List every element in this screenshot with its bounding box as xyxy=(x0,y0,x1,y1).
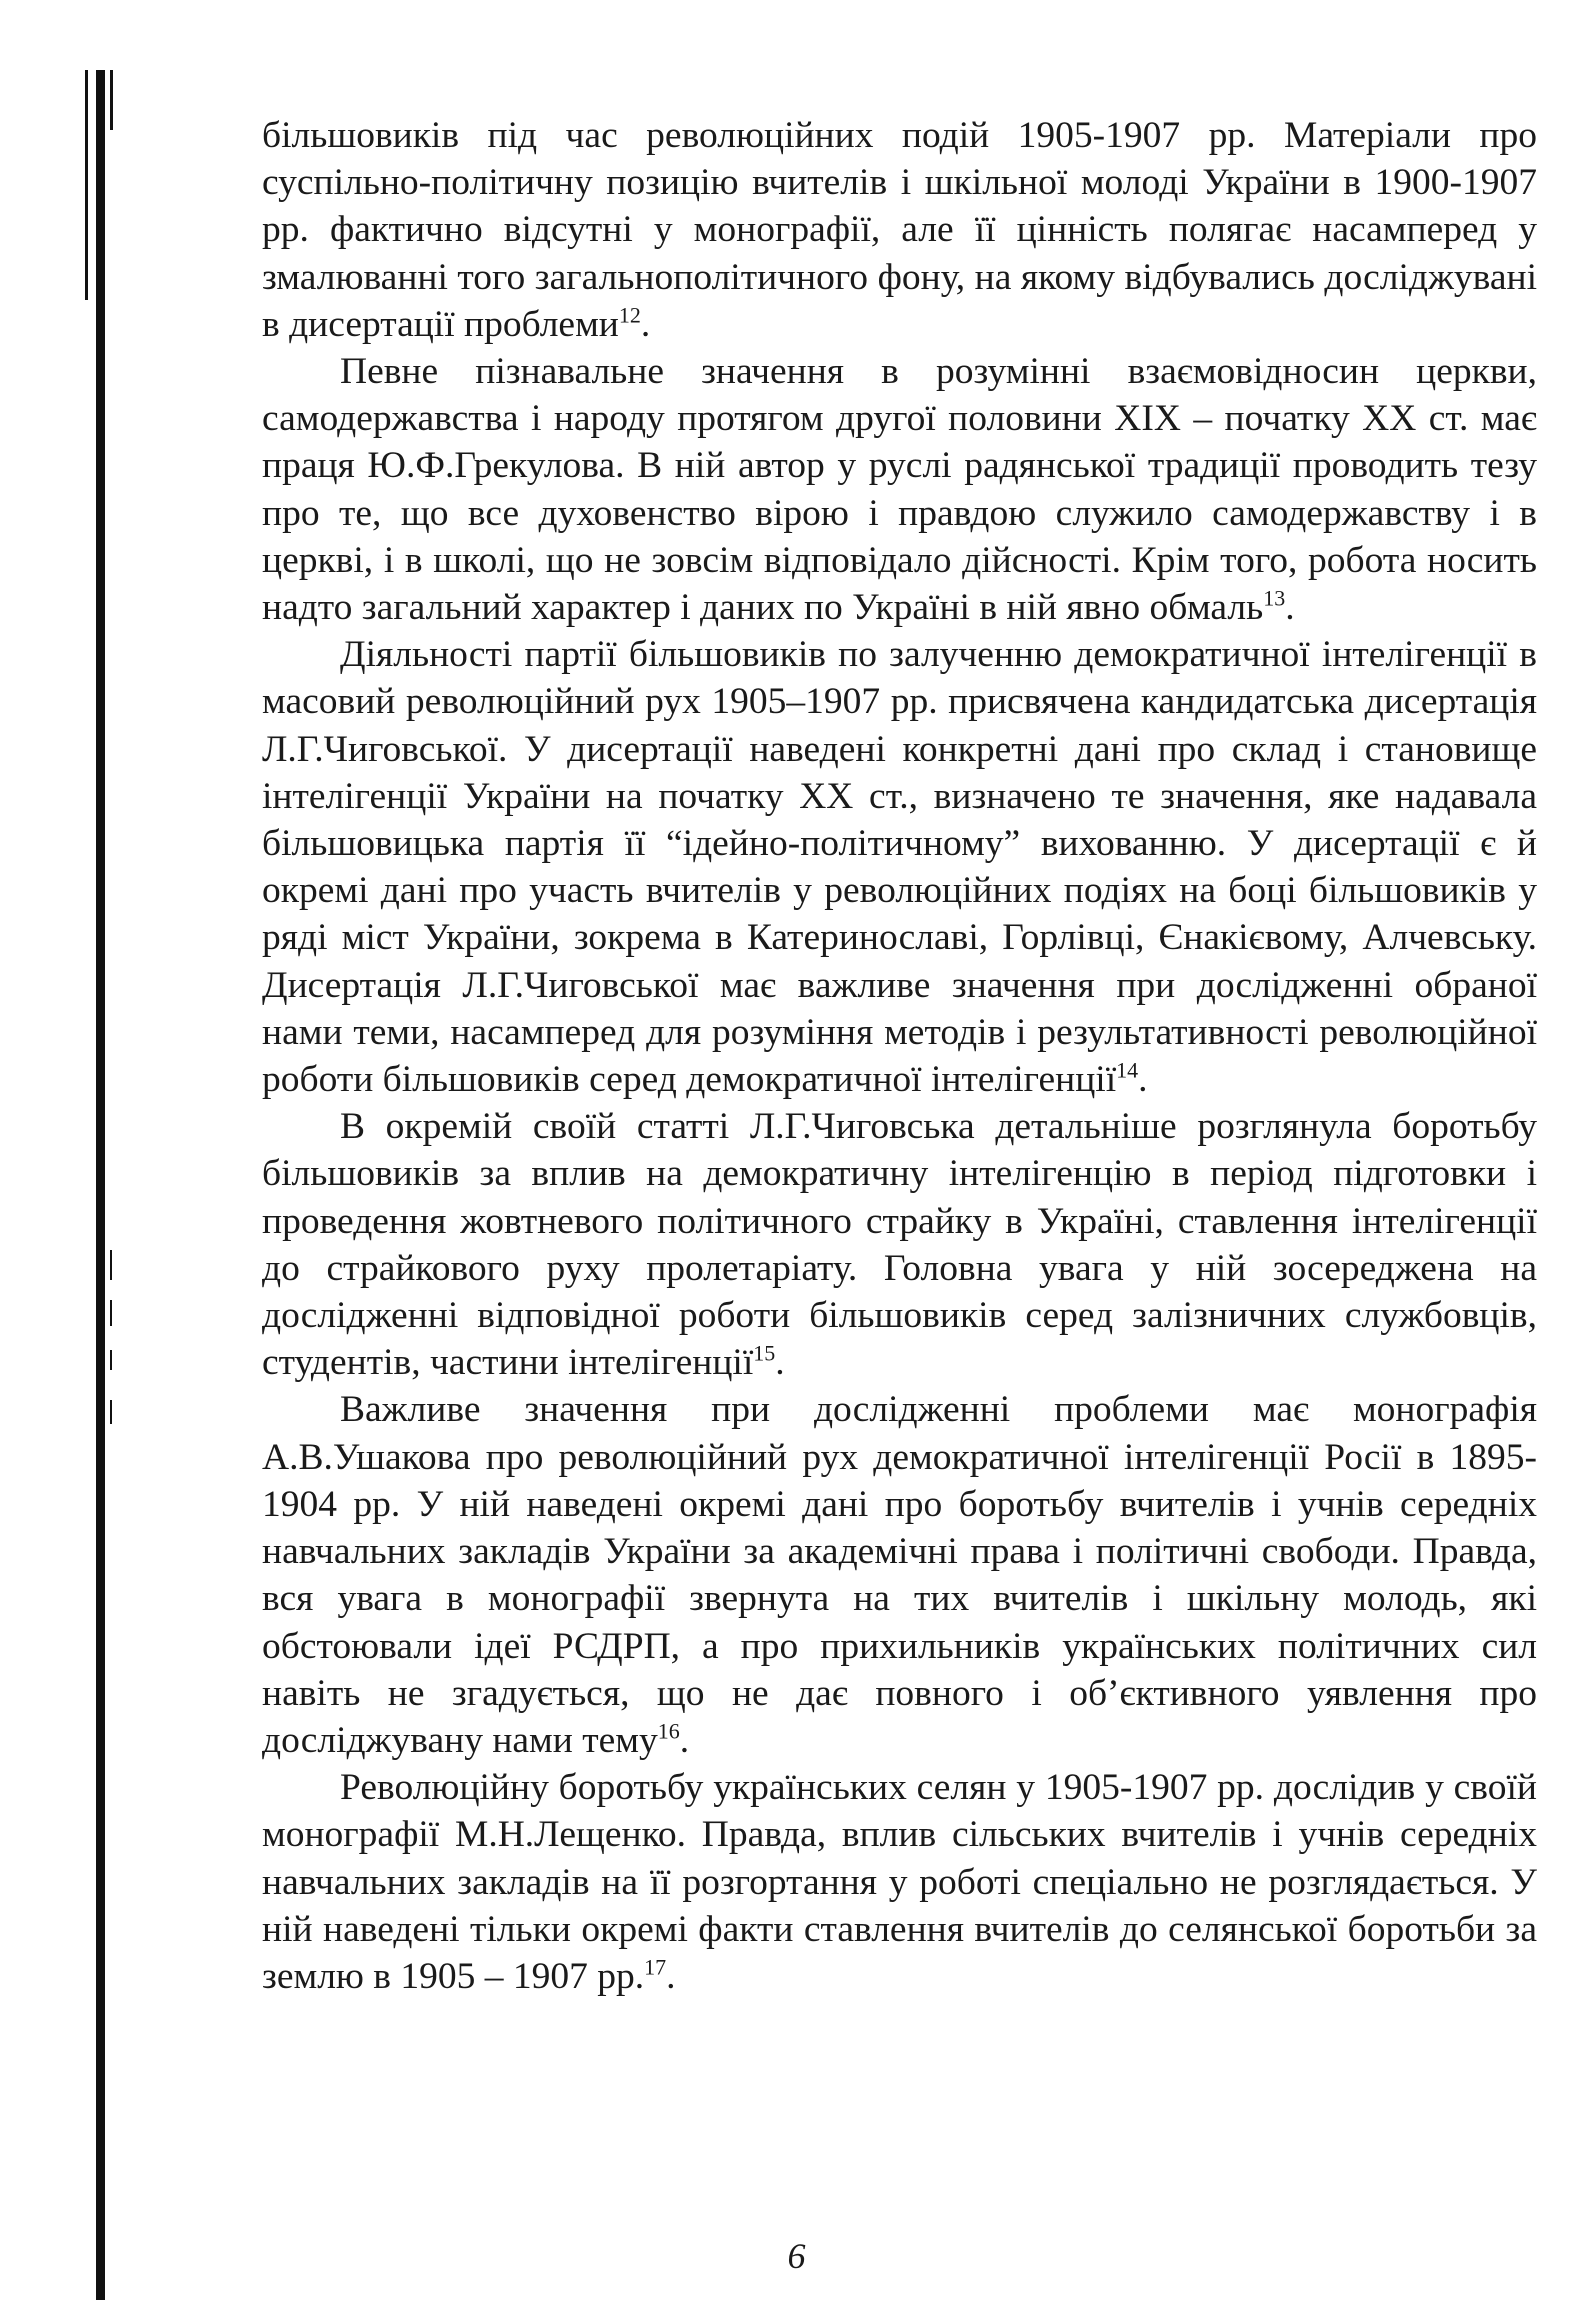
paragraph-text: Революційну боротьбу українських селян у 1905-1907 рр. дослідив у своїй монографії М.Н.Лещенко. Правда, вплив сільських вчителів і учнів середніх навчальних закладів на її розгортання у роботі спеціально не розглядається. У ній наведені тільки окремі факти ставлення вчителів до селянської боротьби за землю в 1905 – 1907 рр. xyxy=(262,1767,1537,1997)
paragraph xyxy=(262,112,1537,348)
footnote-ref: 14 xyxy=(1116,1057,1139,1083)
binding-edge-thin xyxy=(85,70,88,300)
paragraph-text: Діяльності партії більшовиків по залученню демократичної інтелігенції в масовий революційний рух 1905–1907 рр. присвячена кандидатська дисертація Л.Г.Чиговської. У дисертації наведені конкретні дані про склад і становище інтелігенції України на початку XX ст., визначено те значення, яке надавала більшовицька партія її “ідейно-політичному” вихованню. У дисертації є й окремі дані про участь вчителів у революційних подіях на боці більшовиків у ряді міст України, зокрема в Катеринославі, Горлівці, Єнакієвому, Алчевську. Дисертація Л.Г.Чиговської має важливе значення при дослідженні обраної нами теми, насамперед для розуміння методів і результативності революційної роботи більшовиків серед демократичної інтелігенції xyxy=(262,634,1537,1101)
paragraph-text: Важливе значення при дослідженні проблеми має монографія А.В.Ушакова про революційний рух демократичної інтелігенції Росії в 1895-1904 рр. У ній наведені окремі дані про боротьбу вчителів і учнів середніх навчальних закладів України за академічні права і політичні свободи. Правда, вся увага в монографії звернута на тих вчителів і шкільну молодь, які обстоювали ідеї РСДРП, а про прихильників українських політичних сил навіть не згадується, що не дає повного і об’єктивного уявлення про досліджувану нами тему xyxy=(262,1389,1537,1761)
scan-artifact xyxy=(110,70,113,130)
paragraph xyxy=(262,631,1537,1103)
paragraph-end: . xyxy=(1138,1059,1148,1101)
footnote-ref: 12 xyxy=(618,302,641,328)
paragraph-text: Певне пізнавальне значення в розумінні взаємовідносин церкви, самодержавства і народу протягом другої половини XIX – початку XX ст. має праця Ю.Ф.Грекулова. В ній автор у руслі радянської традиції проводить тезу про те, що все духовенство вірою і правдою служило самодержавству і в церкві, і в школі, що не зовсім відповідало дійсності. Крім того, робота носить надто загальний характер і даних по Україні в ній явно обмаль xyxy=(262,351,1537,629)
footnote-ref: 15 xyxy=(753,1340,776,1366)
scan-artifact xyxy=(110,1400,112,1424)
paragraph-end: . xyxy=(640,303,651,345)
paragraph xyxy=(262,1103,1537,1386)
paragraph-end: . xyxy=(679,1719,690,1761)
footnote-ref: 17 xyxy=(644,1954,667,1980)
paragraph xyxy=(262,1386,1537,1764)
scan-artifact xyxy=(110,1250,112,1280)
paragraph-text: більшовиків під час революційних подій 1905-1907 рр. Матеріали про суспільно-політичну позицію вчителів і шкільної молоді України в 1900-1907 рр. фактично відсутні у монографії, але її цінність полягає насамперед у змалюванні того загальнополітичного фону, на якому відбувались досліджувані в дисертації проблеми xyxy=(262,115,1537,345)
paragraph xyxy=(262,1764,1537,2000)
paragraph-end: . xyxy=(1285,587,1295,629)
scan-artifact xyxy=(110,1300,112,1326)
page-body xyxy=(262,112,1537,2000)
binding-edge xyxy=(96,70,105,2300)
footnote-ref: 13 xyxy=(1263,585,1286,611)
page-number: 6 xyxy=(787,2236,806,2276)
paragraph-end: . xyxy=(666,1955,676,1997)
scan-artifact xyxy=(110,1350,112,1370)
paragraph-end: . xyxy=(775,1342,785,1384)
footnote-ref: 16 xyxy=(657,1718,680,1744)
paragraph xyxy=(262,348,1537,631)
paragraph-text: В окремій своїй статті Л.Г.Чиговська детальніше розглянула боротьбу більшовиків за вплив на демократичну інтелігенцію в період підготовки і проведення жовтневого політичного страйку в Україні, ставлення інтелігенції до страйкового руху пролетаріату. Головна увага у ній зосереджена на дослідженні відповідної роботи більшовиків серед залізничних службовців, студентів, частини інтелігенції xyxy=(262,1106,1537,1384)
